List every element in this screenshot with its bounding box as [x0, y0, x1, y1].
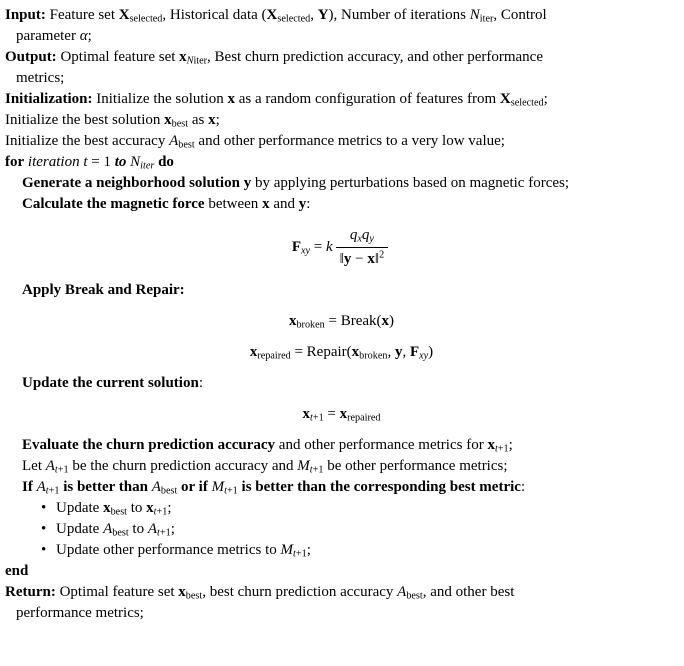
algorithm-line: [5, 373, 678, 394]
text-segment: between: [204, 196, 263, 212]
text-segment: for: [5, 154, 25, 170]
text-segment: Return:: [5, 584, 56, 600]
text-segment: , Best churn prediction accuracy, and other performance: [207, 49, 543, 65]
text-segment: x: [302, 406, 310, 422]
text-segment: selected: [277, 13, 311, 25]
algorithm-line: [5, 561, 678, 582]
text-segment: 2: [379, 249, 385, 261]
text-segment: Update other performance metrics to: [56, 542, 281, 558]
text-segment: Output:: [5, 49, 57, 65]
text-segment: ,: [387, 344, 395, 360]
text-segment: best: [160, 485, 178, 497]
text-segment: as: [188, 112, 209, 128]
text-segment: =: [323, 406, 340, 422]
text-segment: to: [114, 154, 127, 170]
text-segment: ), Number of iterations: [328, 7, 470, 23]
text-segment: repaired: [257, 350, 291, 362]
text-segment: ;: [543, 91, 548, 107]
bullet-icon: •: [41, 500, 47, 516]
text-segment: t: [54, 464, 58, 476]
text-segment: x: [288, 313, 297, 329]
text-segment: broken: [359, 350, 388, 362]
formula-line: [5, 404, 678, 425]
text-segment: broken: [296, 319, 325, 331]
text-segment: t: [224, 485, 227, 497]
text-segment: to: [128, 521, 148, 537]
text-segment: y: [369, 233, 374, 245]
text-segment: , Control: [493, 7, 547, 23]
text-segment: x: [381, 313, 390, 329]
text-segment: X: [499, 91, 511, 107]
text-segment: iter: [140, 160, 155, 172]
text-segment: and: [269, 196, 299, 212]
text-segment: x: [179, 49, 187, 65]
text-segment: Initialize the best solution: [5, 112, 165, 128]
bullet-icon: •: [41, 542, 47, 558]
text-segment: = 1: [91, 154, 115, 170]
text-segment: t: [494, 443, 498, 455]
text-segment: best: [171, 118, 189, 130]
text-segment: xy: [419, 350, 429, 362]
text-segment: end: [5, 563, 29, 579]
text-segment: x: [339, 406, 348, 422]
text-segment: +1: [48, 485, 60, 497]
text-segment: M: [280, 542, 293, 558]
fraction-numerator: [336, 225, 389, 248]
text-segment: M: [297, 458, 310, 474]
text-segment: Apply Break and Repair:: [22, 282, 185, 298]
text-segment: ;: [306, 542, 311, 558]
text-segment: x: [262, 196, 270, 212]
text-segment: A: [397, 584, 407, 600]
text-segment: metrics;: [16, 70, 65, 86]
text-segment: x: [487, 437, 495, 453]
text-segment: ,: [402, 344, 410, 360]
text-segment: +1: [295, 548, 307, 560]
text-segment: N: [469, 7, 480, 23]
text-segment: Update: [56, 521, 104, 537]
text-segment: best: [110, 506, 127, 518]
text-segment: ): [428, 344, 434, 360]
text-segment: ‖: [339, 251, 344, 267]
text-segment: −: [351, 251, 368, 267]
algorithm-line: [5, 26, 678, 47]
text-segment: Evaluate the churn prediction accuracy: [22, 437, 276, 453]
formula-line: [5, 225, 678, 270]
text-segment: Update: [56, 500, 104, 516]
algorithm-line: [5, 68, 678, 89]
text-segment: y: [343, 251, 352, 267]
text-segment: iteration t: [24, 154, 92, 170]
text-segment: = Break(: [324, 313, 382, 329]
text-segment: If: [22, 479, 37, 495]
text-segment: Input:: [5, 7, 46, 23]
text-segment: ,: [310, 7, 318, 23]
text-segment: ): [389, 313, 395, 329]
fraction: [336, 225, 389, 270]
text-segment: ;: [170, 521, 175, 537]
text-segment: best: [406, 590, 423, 602]
text-segment: :: [306, 196, 311, 212]
text-segment: q: [361, 227, 370, 243]
algorithm-line: [5, 435, 678, 456]
text-segment: is better than the corresponding best metric: [237, 479, 521, 495]
text-segment: A: [151, 479, 161, 495]
text-segment: and other performance metrics to a very low value;: [194, 133, 505, 149]
text-segment: ;: [167, 500, 172, 516]
text-segment: x: [103, 500, 111, 516]
text-segment: t: [45, 485, 49, 497]
algorithm-line: [5, 110, 678, 131]
text-segment: A: [147, 521, 158, 537]
text-segment: , and other best: [422, 584, 515, 600]
text-segment: best: [112, 527, 129, 539]
text-segment: parameter: [16, 28, 80, 44]
text-segment: +1: [159, 527, 171, 539]
text-segment: k: [326, 238, 333, 255]
text-segment: selected: [129, 13, 163, 25]
text-segment: iter: [193, 55, 208, 67]
algorithm-line: [5, 603, 678, 624]
algorithm-line: [5, 582, 678, 603]
text-segment: ‖: [374, 251, 380, 267]
algorithm-line: [5, 152, 678, 173]
text-segment: Let: [22, 458, 46, 474]
algorithm-line: [5, 131, 678, 152]
text-segment: Initialize the best accuracy: [5, 133, 170, 149]
text-segment: =: [310, 238, 326, 255]
text-segment: +1: [57, 464, 69, 476]
text-segment: t: [157, 527, 160, 539]
text-segment: X: [266, 7, 278, 23]
algorithm-line: [5, 280, 678, 301]
text-segment: F: [409, 344, 420, 360]
text-segment: :: [198, 375, 203, 391]
text-segment: Calculate the magnetic force: [22, 196, 205, 212]
bullet-icon: •: [41, 521, 47, 537]
text-segment: be the churn prediction accuracy and: [68, 458, 298, 474]
text-segment: +1: [312, 412, 324, 424]
text-segment: x: [227, 91, 235, 107]
text-segment: be other performance metrics;: [323, 458, 508, 474]
text-segment: N: [126, 154, 141, 170]
text-segment: ;: [215, 112, 220, 128]
text-segment: Generate a neighborhood solution: [22, 175, 244, 191]
text-segment: or if: [177, 479, 212, 495]
text-segment: Initialization:: [5, 91, 93, 107]
text-segment: Initialize the solution: [92, 91, 228, 107]
text-segment: +1: [312, 464, 324, 476]
text-segment: t: [293, 548, 296, 560]
text-segment: to: [127, 500, 147, 516]
text-segment: x: [367, 251, 375, 267]
text-segment: by applying perturbations based on magnetic forces;: [251, 175, 570, 191]
text-segment: t: [309, 412, 313, 424]
text-segment: F: [291, 238, 301, 255]
text-segment: y: [243, 175, 252, 191]
text-segment: x: [178, 584, 186, 600]
text-segment: A: [103, 521, 113, 537]
formula-line: [5, 342, 678, 363]
text-segment: and other performance metrics for: [275, 437, 488, 453]
text-segment: , Historical data (: [162, 7, 267, 23]
text-segment: x: [146, 500, 154, 516]
text-segment: Update the current solution: [22, 375, 199, 391]
text-segment: iter: [479, 13, 494, 25]
text-segment: y: [394, 344, 403, 360]
text-segment: N: [186, 55, 194, 67]
text-segment: A: [169, 133, 179, 149]
bullet-item: [5, 540, 678, 561]
text-segment: q: [349, 227, 358, 243]
algorithm-line: [5, 173, 678, 194]
algorithm-line: [5, 89, 678, 110]
text-segment: selected: [510, 97, 544, 109]
algorithm-line: [5, 194, 678, 215]
text-segment: x: [208, 112, 216, 128]
text-segment: xy: [300, 245, 311, 257]
bullet-item: [5, 498, 678, 519]
text-segment: is better than: [59, 479, 152, 495]
algorithm-line: [5, 477, 678, 498]
algorithm-line: [5, 5, 678, 26]
text-segment: = Repair(: [290, 344, 352, 360]
text-segment: M: [211, 479, 225, 495]
algorithm-line: [5, 456, 678, 477]
text-segment: best: [185, 590, 203, 602]
text-segment: best: [178, 139, 195, 151]
text-segment: do: [154, 154, 174, 170]
text-segment: x: [164, 112, 172, 128]
text-segment: α: [79, 28, 88, 44]
fraction-denominator: [336, 248, 389, 270]
algorithm-pseudocode: [5, 5, 678, 624]
text-segment: Feature set: [45, 7, 119, 23]
text-segment: repaired: [347, 412, 381, 424]
text-segment: +1: [156, 506, 168, 518]
algorithm-line: [5, 47, 678, 68]
text-segment: A: [45, 458, 55, 474]
formula-line: [5, 311, 678, 332]
text-segment: Y: [317, 7, 329, 23]
text-segment: y: [298, 196, 307, 212]
text-segment: A: [36, 479, 46, 495]
text-segment: ;: [87, 28, 92, 44]
text-segment: as a random configuration of features from: [235, 91, 500, 107]
text-segment: ;: [508, 437, 513, 453]
bullet-item: [5, 519, 678, 540]
text-segment: X: [118, 7, 130, 23]
text-segment: x: [351, 344, 360, 360]
text-segment: x: [357, 233, 362, 245]
text-segment: x: [249, 344, 258, 360]
text-segment: +1: [497, 443, 509, 455]
text-segment: performance metrics;: [16, 605, 144, 621]
text-segment: Optimal feature set: [56, 49, 180, 65]
text-segment: Optimal feature set: [55, 584, 179, 600]
text-segment: , best churn prediction accuracy: [202, 584, 398, 600]
text-segment: t: [309, 464, 313, 476]
text-segment: t: [153, 506, 157, 518]
text-segment: +1: [226, 485, 238, 497]
text-segment: :: [520, 479, 526, 495]
